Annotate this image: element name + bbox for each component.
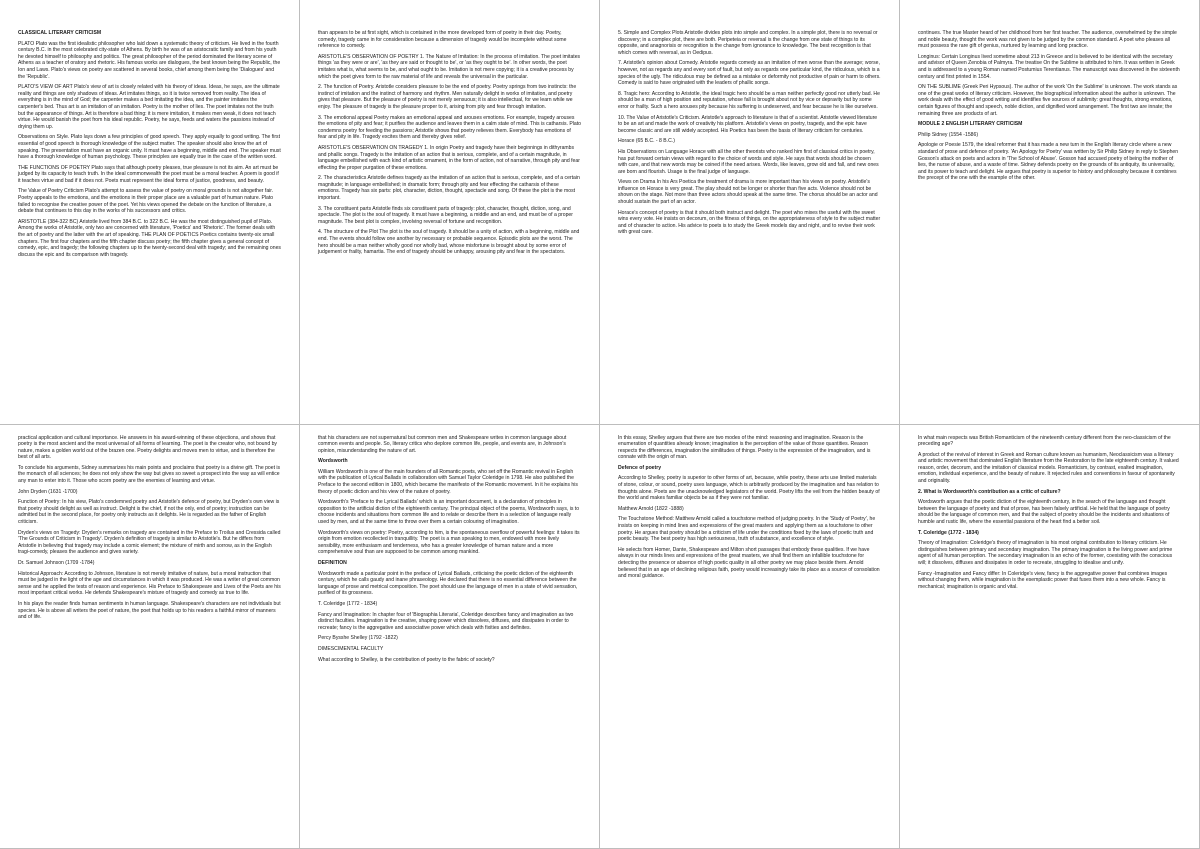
paragraph: Historical Approach: According to Johnson, literature is not merely imitative of nature, but a moral instruction that must be judged in the light of the age and circumstances in which it was produced. He was a writer of great common sense and he applied the tests of reason and experience. His Preface to Shakespeare and Lives of the Poets are his most important critical works. He defends Shakespeare's mixture of tragedy and comedy as true to life.	[18, 570, 281, 597]
paragraph: practical application and cultural importance. He answers in his award-winning of these objections, and shows that poetry is the most ancient and the most universal of all forms of learning. The poet is the creator who, not bound by nature, makes a golden world out of the brazen one. Poetry delights and moves men to virtue, and is therefore the best of all arts.	[18, 434, 277, 461]
section-heading: Defence of poetry	[618, 464, 662, 471]
paragraph: John Dryden (1631 -1700)	[18, 488, 78, 495]
paragraph: The Touchstone Method: Matthew Arnold called a touchstone method of judging poetry. In the 'Study of Poetry', he insists on keeping in mind lines and expressions of the great masters and applying them as a touchstone to other poetry. He argues that poetry should be a criticism of life under the conditions fixed by the laws of poetic truth and poetic beauty. The best poetry has high seriousness, truth of substance, and excellence of style.	[618, 516, 876, 543]
page-1	[0, 0, 299, 424]
paragraph: What according to Shelley, is the contribution of poetry to the fabric of society?	[318, 656, 495, 663]
paragraph: 3. The emotional appeal Poetry makes an emotional appeal and arouses emotions. For example, tragedy arouses the emotions of pity and fear; it purifies the audience and leaves them in a calm state of mind. This is catharsis. Plato condemns poetry for feeding the passions; Aristotle shows that poetry relieves them. Everybody has emotions of fear and pity in life. Tragedy excites them and thereby gives relief.	[318, 114, 581, 141]
paragraph: Fancy -Imagination and Fancy differ: In Coleridge's view, fancy is the aggregative power that combines images without changing them, while imagination is the esemplastic power that fuses them into a new whole. Fancy is mechanical; imagination is organic and vital.	[918, 570, 1168, 590]
paragraph: Horace (65 B.C. - 8 B.C.)	[618, 138, 675, 145]
paragraph: He selects from Homer, Dante, Shakespeare and Milton short passages that embody these qualities. If we have always in our minds lines and expressions of the great masters, we shall find them an infallible touchstone for detecting the presence or absence of high poetic quality in all other poetry we may place beside them. Arnold believed that in an age of declining religious faith, poetry would increasingly take its place as a source of consolation and moral guidance.	[618, 546, 880, 580]
section-heading: 2. What is Wordsworth's contribution as a critic of culture?	[918, 488, 1061, 495]
paragraph: 10. The Value of Aristotle's Criticism. Aristotle's approach to literature is that of a scientist. Aristotle viewed literature to be an art and made the work of creativity his platform. Aristotle's views on poetry, tragedy, and the epic have become classic and are still widely accepted. His Poetics has been the basis of literary criticism for centuries.	[618, 114, 878, 134]
page-5	[0, 425, 299, 849]
paragraph: A product of the revival of interest in Greek and Roman culture known as humanism, Neoclassicism was a literary and artistic movement that dominated English literature from the Restoration to the late eighteenth century. It valued reason, order, decorum, and the imitation of classical models. Romanticism, by contrast, exalted imagination, emotion, individual experience, and the beauty of nature. It rejected rules and conventions in favour of spontaneity and originality.	[918, 451, 1179, 485]
paragraph: Fancy and Imagination: In chapter four of 'Biographia Literaria', Coleridge describes fancy and imagination as two distinct faculties. Imagination is the creative, shaping power which dissolves, diffuses, and dissipates in order to recreate; fancy is the aggregative and associative power which deals with fixities and definites.	[318, 611, 574, 631]
section-heading: Wordsworth	[318, 458, 348, 465]
paragraph: Theory of Imagination: Coleridge's theory of imagination is his most original contribution to literary criticism. He distinguishes between primary and secondary imagination. The primary imagination is the living power and prime agent of all human perception. The secondary imagination is an echo of the former, coexisting with the conscious will; it dissolves, diffuses and dissipates in order to recreate, struggling to idealise and unify.	[918, 540, 1173, 566]
paragraph: 4. The structure of the Plot The plot is the soul of tragedy. It should be a unity of action, with a beginning, middle and end. The events should follow one another by necessary or probable sequence. Episodic plots are the worst. The hero should be a man neither wholly good nor wholly bad, whose misfortune is brought about by some error of judgement or frailty, hamartia. The end of tragedy should be unhappy, arousing pity and fear in the spectators.	[318, 229, 580, 256]
paragraph: To conclude his arguments, Sidney summarizes his main points and proclaims that poetry is a divine gift. The poet is the monarch of all sciences; he does not only show the way but gives so sweet a prospect into the way as will entice any man to enter into it. Those who scorn poetry are the enemies of learning and virtue.	[18, 464, 281, 485]
paragraph: Dryden's views on Tragedy: Dryden's remarks on tragedy are contained in the Preface to Troilus and Cressida called 'The Grounds of Criticism in Tragedy'. Dryden's definition of tragedy is similar to Aristotle's. But he differs from Aristotle in believing that tragedy may include a comic element; the mixture of mirth and sorrow, as in the English tragi-comedy, pleases the audience and gives variety.	[18, 529, 281, 556]
paragraph: ARISTOTLE (384-322 BC) Aristotle lived from 384 B.C. to 322 B.C. He was the most distinguished pupil of Plato. Among the works of Aristotle, only two are concerned with literature, 'Poetics' and 'Rhetoric'. The former deals with the art of poetry and the latter with the art of speaking. THE PLAN OF POETICS Poetics contains twenty-six small chapters. The first four chapters and the fifth chapter discuss poetry; the fifth chapter gives a general concept of comedy, epic, and tragedy; the following chapters up to the twenty-second deal with tragedy; and the remaining ones discuss the epic and its comparison with tragedy.	[18, 218, 281, 258]
paragraph: Views on Drama In his Ars Poetica the treatment of drama is more important than his views on poetry. Aristotle's influence on Horace is very great. The play should not be longer or shorter than five acts. Violence should not be shown on the stage. Not more than three actors should speak at the same time. The chorus should be an actor and should sustain the part of an actor.	[618, 179, 878, 206]
paragraph: Wordsworth argues that the poetic diction of the eighteenth century, in the search of the language and thought between the language of poetry and that of prose, has been falsely artificial. He held that the language of poetry should be the language of common men, and that the subject of poetry should be the incidents and situations of humble and rustic life, where the essential passions of the heart find a better soil.	[918, 499, 1170, 526]
paragraph: Wordsworth's views on poetry: Poetry, according to him, is the spontaneous overflow of powerful feelings: it takes its origin from emotion recollected in tranquillity. The poet is a man speaking to men, endowed with more lively sensibility, more enthusiasm and tenderness, who has a greater knowledge of human nature and a more comprehensive soul than are supposed to be common among mankind.	[318, 529, 580, 556]
paragraph: 2. The characteristics Aristotle defines tragedy as the imitation of an action that is serious, complete, and of a certain magnitude; in language embellished; in dramatic form; through pity and fear effecting the catharsis of these emotions. Tragedy has six parts: plot, character, diction, thought, spectacle and song. Of these the plot is the most important.	[318, 175, 580, 202]
paragraph: In what main respects was British Romanticism of the nineteenth century different from the neo-classicism of the preceding age?	[918, 434, 1171, 448]
paragraph: Function of Poetry: In his view, Plato's condemned poetry and Aristotle's defence of poetry, but Dryden's own view is that poetry should delight as well as instruct. Delight is the chief, if not the only, end of poetry; instruction can be admitted but in the second place, for poetry only instructs as it delights. He is regarded as the father of English criticism.	[18, 499, 280, 526]
paragraph: PLATO Plato was the first idealistic philosopher who laid down a systematic theory of criticism. He lived in the fourth century B.C. in the most celebrated city-state of Athens. By birth he was of an aristocratic family and from his youth he devoted himself to philosophy and politics. The great philosopher of the period dominated the literary scene of Athens as a teacher of oratory and rhetoric. His famous works are dialogues, the best known being the Republic, the Ion and Laws. Plato's views on poetry are scattered in several books, chief among them being the 'Dialogues' and the 'Republic'.	[18, 40, 281, 80]
paragraph: Observations on Style. Plato lays down a few principles of good speech. They apply equally to good writing. The first essential of good speech is thorough knowledge of the subject matter. The speaker should also know the art of speaking. The presentation must have an organic unity. It must have a beginning, middle and end. The speaker must have a thorough knowledge of human psychology. These principles are equally true in the case of the written word.	[18, 134, 281, 161]
section-heading: MODULE 2 ENGLISH LITERARY CRITICISM	[918, 121, 1023, 128]
section-heading: DEFINITION	[318, 560, 347, 566]
paragraph: than appears to be at first sight, which is contained in the more developed form of poetry in their day. Poetry, comedy, tragedy came in for consideration because a dimension of tragedy would be incomplete without some reference to comedy.	[318, 30, 567, 50]
paragraph: DIMESCIMENTAL FACULTY	[318, 645, 384, 652]
paragraph: continues. The true Master heard of her childhood from her first teacher. The audience, overwhelmed by the simple and noble beauty, thought the work was not given to be judged by the common standard. A poet who pleases all must possess the rare gift of genius, nurtured by learning and long practice.	[918, 30, 1177, 50]
paragraph: Wordsworth made a particular point in the preface of Lyrical Ballads, criticising the poetic diction of the eighteenth century, which he calls gaudy and inane phraseology. He declared that there is no essential difference between the language of prose and metrical composition. The poet should use the language of men in a state of vivid sensation, purified of its grossness.	[318, 570, 578, 597]
paragraph: His Observations on Language Horace with all the other theorists who ranked him first of classical critics in poetry, has put forward certain views with regard to the choice of words and style. He says that words should be chosen with care, and that new words may be coined if the need arises. Words, like leaves, grow old and fall, and new ones are born and flourish. Usage is the final judge of language.	[618, 148, 879, 175]
page-2	[300, 0, 599, 424]
paragraph: ON THE SUBLIME (Greek Peri Hypsous). The author of the work 'On the Sublime' is unknown. The work stands as one of the great works of literary criticism. However, the biographical information about the author is unknown. The work deals with the effect of good writing and identifies five sources of sublimity: great thoughts, strong emotions, certain figures of thought and speech, noble diction, and dignified word arrangement. The first two are innate; the remaining three are products of art.	[918, 84, 1178, 117]
paragraph: 5. Simple and Complex Plots Aristotle divides plots into simple and complex. In a simple plot, there is no reversal or discovery; in a complex plot, there are both. Peripeteia or reversal is the change from one state of things to its opposite, and anagnorisis or recognition is the change from ignorance to knowledge. The best recognition is that which comes with reversal, as in Oedipus.	[618, 30, 878, 56]
paragraph: According to Shelley, poetry is superior to other forms of art, because, while poetry, these arts use limited materials of stone, colour, or sound, poetry uses language, which is arbitrarily produced by the imagination and has relation to thoughts alone. Poets are the unacknowledged legislators of the world. Poetry lifts the veil from the hidden beauty of the world and makes familiar objects be as if they were not familiar.	[618, 475, 880, 502]
page-3	[600, 0, 899, 424]
section-heading: CLASSICAL LITERARY CRITICISM	[18, 30, 102, 36]
paragraph: Longinus: Certain Longinus lived sometime about 213 in Greece and is believed to be identical with the secretary and advisor of Queen Zenobia of Palmyra. The treatise On the Sublime is attributed to him. It was written in Greek and is addressed to a young Roman named Postumius Terentianus. The manuscript was discovered in the sixteenth century and first printed in 1554.	[918, 53, 1180, 80]
paragraph: William Wordsworth is one of the main founders of all Romantic poets, who set off the Romantic revival in English with the publication of Lyrical Ballads in collaboration with Samuel Taylor Coleridge in 1798. He also published the Preface to the second edition in 1800, which became the manifesto of the Romantic movement. In it he explains his theory of poetic diction and his view of the nature of poetry.	[318, 468, 578, 495]
paragraph: THE FUNCTIONS OF POETRY Plato says that although poetry pleases, true pleasure is not its aim. An art must be judged by its capacity to teach truth. In the ideal commonwealth the poet must be a moral teacher. A poem is good if it teaches virtue and bad if it does not. Poets must represent the ideal forms of justice, goodness, and beauty.	[18, 164, 279, 184]
paragraph: The Value of Poetry Criticism Plato's attempt to assess the value of poetry on moral grounds is not altogether fair. Poetry appeals to the emotions, and the emotions in their proper place are a valuable part of human nature. Plato failed to recognise the creative power of the poet. Yet his views opened the debate on the function of literature, a debate that continues to this day in the works of his successors and critics.	[18, 188, 274, 215]
paragraph: Matthew Arnold (1822 -1888)	[618, 505, 684, 512]
paragraph: Philip Sidney (1554 -1586)	[918, 131, 979, 138]
paragraph: 7. Aristotle's opinion about Comedy. Aristotle regards comedy as an imitation of men worse than the average; worse, however, not as regards any and every sort of fault, but only as regards one particular kind, the ridiculous, which is a species of the ugly. The ridiculous may be defined as a mistake or deformity not productive of pain or harm to others. Comedy is said to have originated with the leaders of phallic songs.	[618, 60, 881, 87]
paragraph: 2. The function of Poetry. Aristotle considers pleasure to be the end of poetry. Poetry springs from two instincts: the instinct of imitation and the instinct of harmony and rhythm. Men naturally delight in works of imitation, and poetry gives that pleasure. But the pleasure of poetry is not merely sensuous; it is also intellectual, for we learn while we enjoy. The pleasure of tragedy is the pleasure proper to it, arising from pity and fear through imitation.	[318, 84, 577, 110]
paragraph: 3. The constituent parts Aristotle finds six constituent parts of tragedy: plot, character, thought, diction, song, and spectacle. The plot is the soul of tragedy. It must have a beginning, a middle and an end, and must be of a proper magnitude. The best plot is complex, involving reversal of fortune and recognition.	[318, 205, 573, 225]
paragraph: In this essay, Shelley argues that there are two modes of the mind: reasoning and imagination. Reason is the enumeration of quantities already known; imagination is the perception of the value of those quantities. Reason respects the differences, imagination the similitudes of things. Poetry is the expression of the imagination, and is connate with the origin of man.	[618, 434, 871, 461]
paragraph: PLATO'S VIEW OF ART Plato's view of art is closely related with his theory of ideas. Ideas, he says, are the ultimate reality and things are only shadows of ideas. Art imitates things, so it is twice removed from reality. The idea of everything is in the mind of God; the carpenter makes a bed imitating the idea, and the painter imitates the carpenter's bed. Thus art is an imitation of an imitation. Poetry is the mother of lies. The poet imitates not the truth but the appearance of things. Art is therefore a bad thing: it is mere imitation, it makes men weak, it does not teach virtue. He would banish the poet from his ideal republic. Poetry, he says, feeds and waters the passions instead of drying them up.	[18, 84, 280, 130]
page-8	[900, 425, 1199, 849]
page-7	[600, 425, 899, 849]
paragraph: Percy Bysshe Shelley (1792 -1822)	[318, 635, 398, 642]
paragraph: Apologie or Poesie 1579, the ideal reformer that it has made a new turn in the English literary circle where a new standard of prose and defence of poetry. 'An Apology for Poetry' was written by Sir Philip Sidney in reply to Stephen Gosson's attack on poets and actors in 'The School of Abuse'. Gosson had accused poetry of being the mother of lies, the nurse of abuse, and a waste of time. Sidney defends poetry on the grounds of its antiquity, its universality, and its power to teach and delight. He argues that poetry is superior to history and philosophy because it combines the precept of the one with the example of the other.	[918, 142, 1179, 182]
page-6	[300, 425, 599, 849]
section-heading: T. Coleridge (1772 - 1834)	[918, 529, 979, 536]
paragraph: Wordsworth's 'Preface to the Lyrical Ballads' which is an important document, is a declaration of principles in opposition to the artificial diction of the eighteenth century. The principal object of the poems, Wordsworth says, is to choose incidents and situations from common life and to relate or describe them in a selection of language really used by men, and at the same time to throw over them a certain colouring of imagination.	[318, 499, 580, 526]
paragraph: 8. Tragic hero: According to Aristotle, the ideal tragic hero should be a man neither perfectly good nor utterly bad. He should be a man of high position and reputation, whose fall is brought about not by vice or depravity but by some error or frailty. Such a hero arouses pity because his suffering is undeserved, and fear because he is like ourselves.	[618, 90, 880, 110]
paragraph: Horace's concept of poetry is that it should both instruct and delight. The poet who mixes the useful with the sweet wins every vote. He insists on decorum, on the fitness of things, on the appropriateness of style to the subject matter and of character to action. His advice to poets is to study the Greek models day and night, and to revise their work with great care.	[618, 209, 881, 236]
paragraph: that his characters are not supernatural but common men and Shakespeare writes in common language about common events and people. So, literary critics who deplore common life, people, and events are, in Johnson's opinion, misunderstanding the nature of art.	[318, 434, 567, 454]
paragraph: ARISTOTLE'S OBSERVATION ON TRAGEDY 1. In origin Poetry and tragedy have their beginnings in dithyrambs and phallic songs. Tragedy is the imitation of an action that is serious, complete, and of a certain magnitude, in language embellished with each kind of artistic ornament, in the form of action, not of narrative, through pity and fear effecting the proper purgation of these emotions.	[318, 144, 580, 171]
paragraph: In his plays the reader finds human sentiments in human language. Shakespeare's characters are not individuals but species. He is above all writers the poet of nature, the poet that holds up to his readers a faithful mirror of manners and of life.	[18, 600, 281, 621]
paragraph: ARISTOTLE'S OBSERVATION OF POETRY 1. The Nature of Imitation: In the process of imitation. The poet imitates things 'as they were or are', 'as they are said or thought to be', or 'as they ought to be'. In other words, the poet imitates what is, what seems to be, and what ought to be. Imitation is not mere copying; it is a creative process by which the poet gives form to the raw material of life and reveals the universal in the particular.	[318, 53, 581, 80]
page-4	[900, 0, 1199, 424]
paragraph: T. Coleridge (1772 - 1834)	[318, 600, 378, 607]
paragraph: Dr. Samuel Johnson (1709 -1784)	[18, 560, 95, 566]
